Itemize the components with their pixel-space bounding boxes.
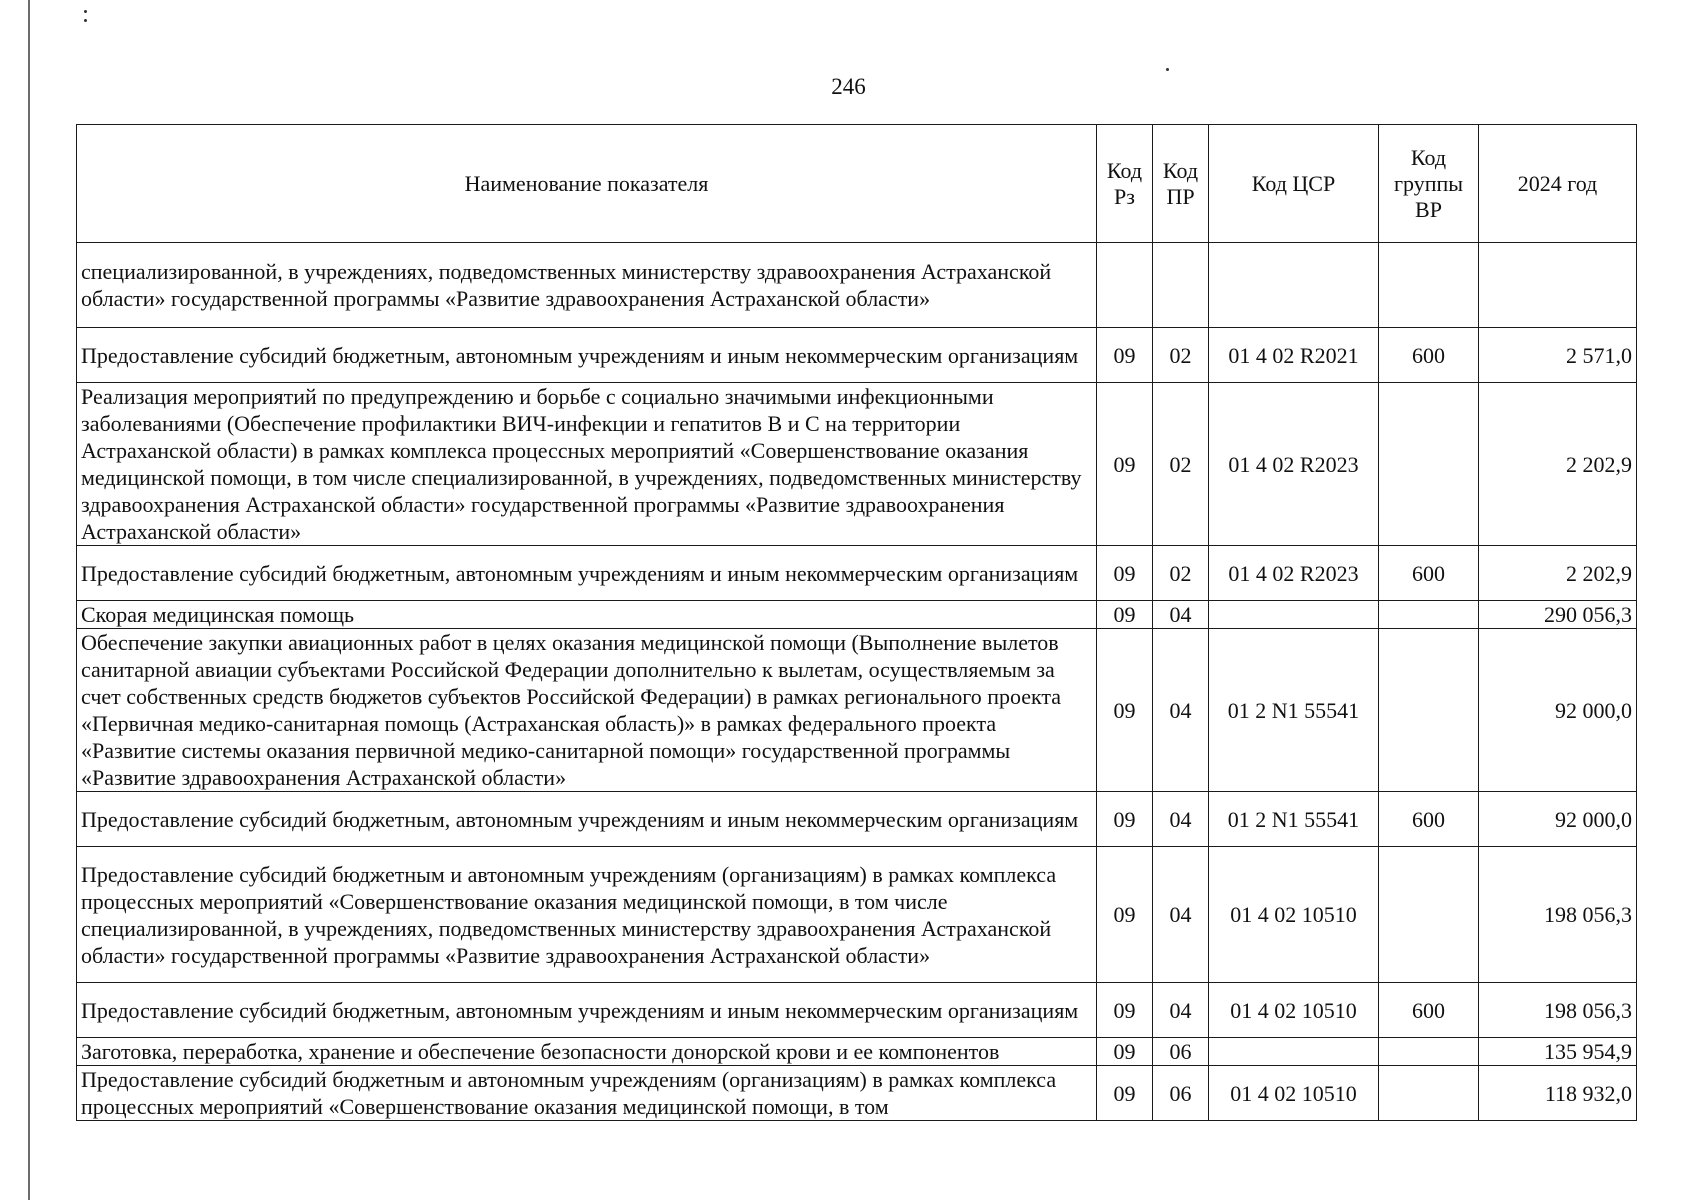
table-row (77, 792, 1637, 847)
row-name: Заготовка, переработка, хранение и обеспечение безопасности донорской крови и ее компонентов (77, 1038, 1097, 1066)
row-name: Реализация мероприятий по предупреждению и борьбе с социально значимыми инфекционными заболеваниями (Обеспечение профилактики ВИЧ-инфекции и гепатитов В и С на территории Астраханской области) в рамках комплекса процессных мероприятий «Совершенствование оказания медицинской помощи, в том числе специализированной, в учреждениях, подведомственных министерству здравоохранения Астраханской области» государственной программы «Развитие здравоохранения Астраханской области» (77, 383, 1097, 546)
row-code-csr: 01 4 02 R2023 (1209, 383, 1379, 546)
row-code-pr: 04 (1153, 847, 1209, 983)
scan-speck (84, 10, 87, 13)
row-name: специализированной, в учреждениях, подведомственных министерству здравоохранения Астраханской области» государственной программы «Развитие здравоохранения Астраханской области» (77, 243, 1097, 328)
row-name: Предоставление субсидий бюджетным, автономным учреждениям и иным некоммерческим организациям (77, 983, 1097, 1038)
row-name: Предоставление субсидий бюджетным, автономным учреждениям и иным некоммерческим организациям (77, 546, 1097, 601)
row-name: Предоставление субсидий бюджетным и автономным учреждениям (организациям) в рамках комплекса процессных мероприятий «Совершенствование оказания медицинской помощи, в том числе специализированной, в учреждениях, подведомственных министерству здравоохранения Астраханской области» государственной программы «Развитие здравоохранения Астраханской области» (77, 847, 1097, 983)
row-amount (1479, 243, 1637, 328)
row-code-rz: 09 (1097, 383, 1153, 546)
row-code-vr: 600 (1379, 328, 1479, 383)
header-code-vr: Код группы ВР (1379, 125, 1479, 243)
row-code-csr: 01 4 02 R2021 (1209, 328, 1379, 383)
table-row (77, 328, 1637, 383)
row-amount: 2 202,9 (1479, 383, 1637, 546)
table-row (77, 1066, 1637, 1121)
row-amount: 92 000,0 (1479, 792, 1637, 847)
row-code-pr: 04 (1153, 601, 1209, 629)
row-code-csr: 01 2 N1 55541 (1209, 792, 1379, 847)
row-amount: 198 056,3 (1479, 983, 1637, 1038)
table-row (77, 983, 1637, 1038)
row-code-rz: 09 (1097, 629, 1153, 792)
row-code-pr: 02 (1153, 546, 1209, 601)
row-code-rz: 09 (1097, 328, 1153, 383)
row-name: Предоставление субсидий бюджетным, автономным учреждениям и иным некоммерческим организациям (77, 792, 1097, 847)
row-code-rz: 09 (1097, 1066, 1153, 1121)
row-code-rz: 09 (1097, 1038, 1153, 1066)
row-code-vr (1379, 1038, 1479, 1066)
row-code-csr (1209, 1038, 1379, 1066)
row-name: Предоставление субсидий бюджетным и автономным учреждениям (организациям) в рамках комплекса процессных мероприятий «Совершенствование оказания медицинской помощи, в том (77, 1066, 1097, 1121)
row-code-pr: 02 (1153, 328, 1209, 383)
row-name: Предоставление субсидий бюджетным, автономным учреждениям и иным некоммерческим организациям (77, 328, 1097, 383)
row-code-csr: 01 4 02 10510 (1209, 1066, 1379, 1121)
row-code-csr: 01 4 02 10510 (1209, 847, 1379, 983)
row-code-pr: 06 (1153, 1066, 1209, 1121)
page-number: 246 (831, 74, 866, 99)
row-amount: 118 932,0 (1479, 1066, 1637, 1121)
row-code-pr: 04 (1153, 792, 1209, 847)
row-amount: 2 202,9 (1479, 546, 1637, 601)
row-code-rz: 09 (1097, 546, 1153, 601)
row-name: Скорая медицинская помощь (77, 601, 1097, 629)
table-row (77, 383, 1637, 546)
table-row (77, 847, 1637, 983)
row-code-vr (1379, 601, 1479, 629)
table-row (77, 546, 1637, 601)
row-code-csr (1209, 243, 1379, 328)
row-amount: 2 571,0 (1479, 328, 1637, 383)
header-year-2024: 2024 год (1479, 125, 1637, 243)
row-code-csr (1209, 601, 1379, 629)
row-amount: 198 056,3 (1479, 847, 1637, 983)
table-row (77, 601, 1637, 629)
row-code-rz: 09 (1097, 601, 1153, 629)
row-code-rz: 09 (1097, 983, 1153, 1038)
row-code-csr: 01 4 02 R2023 (1209, 546, 1379, 601)
row-code-csr: 01 4 02 10510 (1209, 983, 1379, 1038)
header-name: Наименование показателя (77, 125, 1097, 243)
row-code-pr: 04 (1153, 629, 1209, 792)
table-row (77, 1038, 1637, 1066)
row-code-vr: 600 (1379, 792, 1479, 847)
row-code-pr: 06 (1153, 1038, 1209, 1066)
row-code-vr (1379, 383, 1479, 546)
row-code-vr: 600 (1379, 983, 1479, 1038)
row-code-csr: 01 2 N1 55541 (1209, 629, 1379, 792)
table-row (77, 243, 1637, 328)
budget-table (76, 124, 1637, 1121)
row-code-vr (1379, 1066, 1479, 1121)
scan-speck (1166, 68, 1169, 71)
scan-speck (84, 19, 87, 22)
row-code-pr (1153, 243, 1209, 328)
row-code-rz (1097, 243, 1153, 328)
row-code-rz: 09 (1097, 792, 1153, 847)
row-code-pr: 02 (1153, 383, 1209, 546)
table-row (77, 629, 1637, 792)
page-binding-line (28, 0, 30, 1200)
header-code-rz: Код Рз (1097, 125, 1153, 243)
row-code-rz: 09 (1097, 847, 1153, 983)
header-code-pr: Код ПР (1153, 125, 1209, 243)
row-name: Обеспечение закупки авиационных работ в целях оказания медицинской помощи (Выполнение вылетов санитарной авиации субъектами Российской Федерации дополнительно к вылетам, осуществляемым за счет собственных средств бюджетов субъектов Российской Федерации) в рамках регионального проекта «Первичная медико-санитарная помощь (Астраханская область)» в рамках федерального проекта «Развитие системы оказания первичной медико-санитарной помощи» государственной программы «Развитие здравоохранения Астраханской области» (77, 629, 1097, 792)
row-code-pr: 04 (1153, 983, 1209, 1038)
row-amount: 290 056,3 (1479, 601, 1637, 629)
row-amount: 135 954,9 (1479, 1038, 1637, 1066)
row-code-vr (1379, 629, 1479, 792)
row-code-vr (1379, 243, 1479, 328)
table-header-row (77, 125, 1637, 243)
row-code-vr (1379, 847, 1479, 983)
header-code-csr: Код ЦСР (1209, 125, 1379, 243)
row-code-vr: 600 (1379, 546, 1479, 601)
row-amount: 92 000,0 (1479, 629, 1637, 792)
